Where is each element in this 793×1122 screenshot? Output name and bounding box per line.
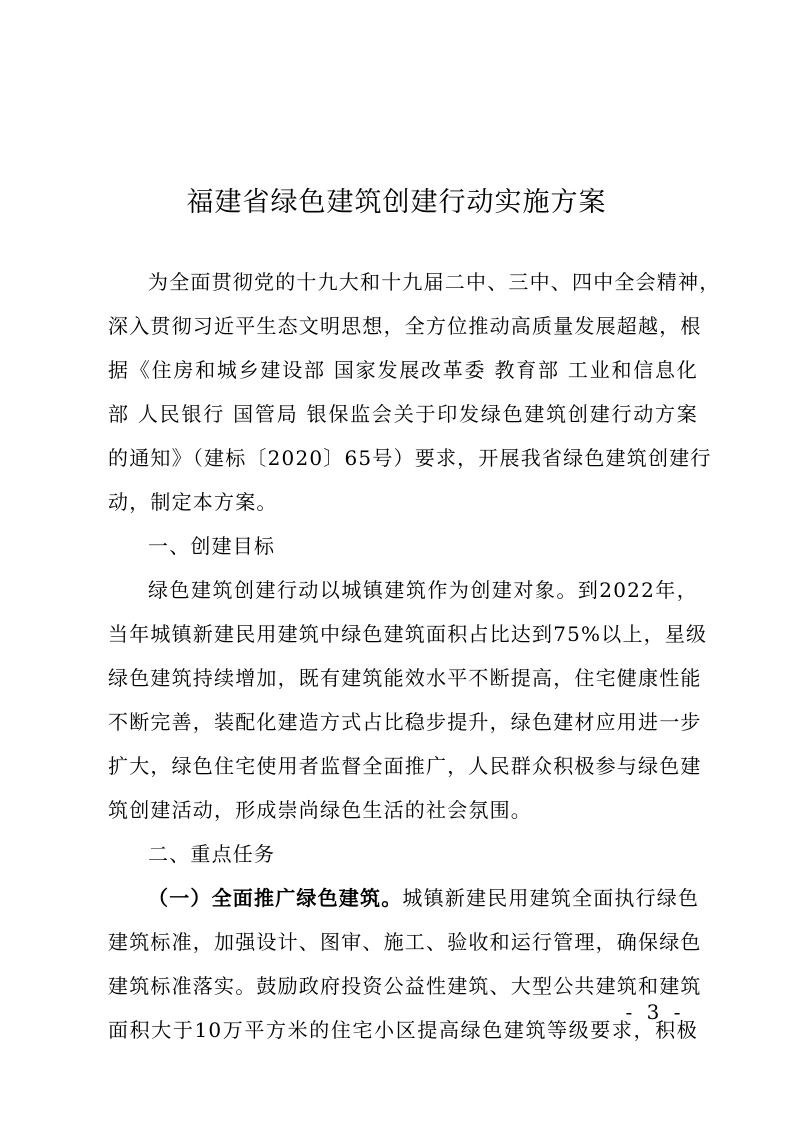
paragraph-line: 深入贯彻习近平生态文明思想，全方位推动高质量发展超越，根 [108, 314, 702, 338]
section-heading: 二、重点任务 [148, 842, 276, 866]
paragraph-line: 筑创建活动，形成崇尚绿色生活的社会氛围。 [108, 798, 532, 822]
paragraph-line: 为全面贯彻党的十九大和十九届二中、三中、四中全会精神， [148, 270, 721, 294]
page-number: - 3 - [625, 1000, 685, 1024]
paragraph-line: 不断完善，装配化建造方式占比稳步提升，绿色建材应用进一步 [108, 710, 702, 734]
paragraph-line: 当年城镇新建民用建筑中绿色建筑面积占比达到75%以上，星级 [108, 622, 708, 646]
task-first-text: 城镇新建民用建筑全面执行绿色 [402, 886, 700, 910]
paragraph-line: 面积大于10万平方米的住宅小区提高绿色建筑等级要求，积极 [108, 1018, 698, 1042]
paragraph-line: 绿色建筑创建行动以城镇建筑作为创建对象。到2022年， [148, 578, 698, 602]
paragraph-line: 扩大，绿色住宅使用者监督全面推广，人民群众积极参与绿色建 [108, 754, 702, 778]
task-bold-heading: （一）全面推广绿色建筑。 [148, 886, 403, 910]
task-first-line [148, 883, 698, 913]
paragraph-line: 建筑标准，加强设计、图审、施工、验收和运行管理，确保绿色 [108, 930, 702, 954]
paragraph-line: 据《住房和城乡建设部 国家发展改革委 教育部 工业和信息化 [108, 358, 698, 382]
paragraph-line: 的通知》（建标〔2020〕65号）要求，开展我省绿色建筑创建行 [108, 446, 712, 470]
paragraph-line: 绿色建筑持续增加，既有建筑能效水平不断提高，住宅健康性能 [108, 666, 702, 690]
paragraph-line: 建筑标准落实。鼓励政府投资公益性建筑、大型公共建筑和建筑 [108, 974, 702, 998]
paragraph-line: 部 人民银行 国管局 银保监会关于印发绿色建筑创建行动方案 [108, 402, 698, 426]
section-heading: 一、创建目标 [148, 534, 276, 558]
paragraph-line: 动，制定本方案。 [108, 490, 278, 514]
document-title: 福建省绿色建筑创建行动实施方案 [186, 187, 607, 218]
